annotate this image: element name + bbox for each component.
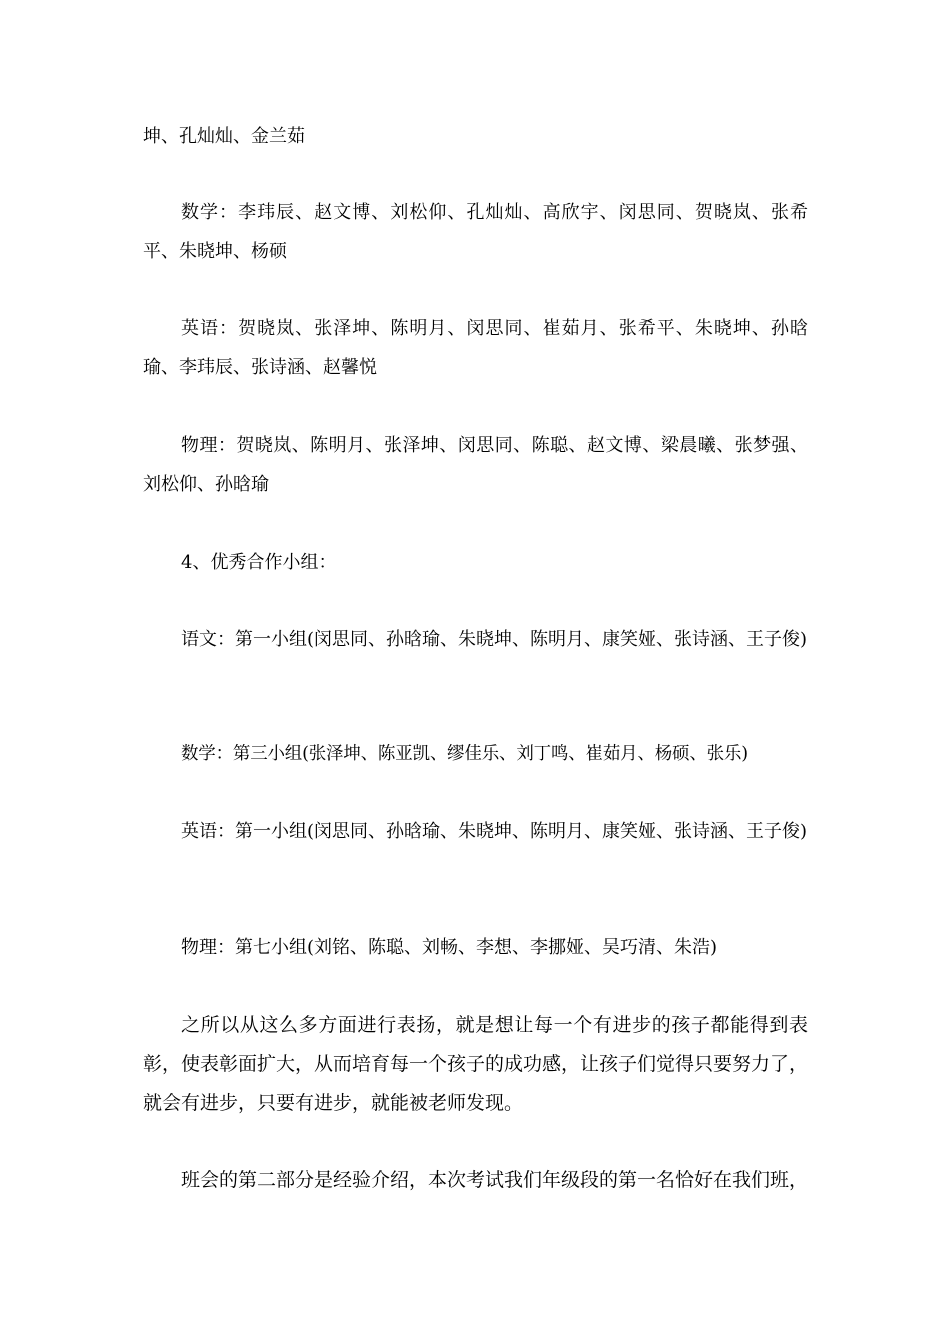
paragraph-math-group: 数学：第三小组(张泽坤、陈亚凯、缪佳乐、刘丁鸣、崔茹月、杨硕、张乐): [181, 744, 748, 764]
paragraph-heading-groups: 4、优秀合作小组：: [181, 552, 337, 573]
paragraph-praise-purpose: 之所以从这么多方面进行表扬，就是想让每一个有进步的孩子都能得到表彰，使表彰面扩大，从而培育每一个孩子的成功感，让孩子们觉得只要努力了，就会有进步，只要有进步，就能被老师发现。: [143, 1014, 809, 1114]
paragraph-physics-group: 物理：第七小组(刘铭、陈聪、刘畅、李想、李挪娅、吴巧清、朱浩): [181, 937, 718, 958]
paragraph-continuation: 坤、孔灿灿、金兰茹: [143, 126, 305, 147]
paragraph-english-group: 英语：第一小组(闵思同、孙晗瑜、朱晓坤、陈明月、康笑娅、张诗涵、王子俊): [181, 821, 808, 842]
paragraph-chinese-group: 语文：第一小组(闵思同、孙晗瑜、朱晓坤、陈明月、康笑娅、张诗涵、王子俊): [181, 629, 808, 650]
paragraph-math-students: 数学：李玮辰、赵文博、刘松仰、孔灿灿、高欣宇、闵思同、贺晓岚、张希平、朱晓坤、杨硕: [143, 202, 808, 262]
paragraph-experience-intro: 班会的第二部分是经验介绍，本次考试我们年级段的第一名恰好在我们班，: [181, 1169, 809, 1191]
paragraph-english-students: 英语：贺晓岚、张泽坤、陈明月、闵思同、崔茹月、张希平、朱晓坤、孙晗瑜、李玮辰、张诗涵、赵馨悦: [143, 318, 808, 378]
paragraph-physics-students: 物理：贺晓岚、陈明月、张泽坤、闵思同、陈聪、赵文博、梁晨曦、张梦强、刘松仰、孙晗瑜: [143, 435, 808, 495]
